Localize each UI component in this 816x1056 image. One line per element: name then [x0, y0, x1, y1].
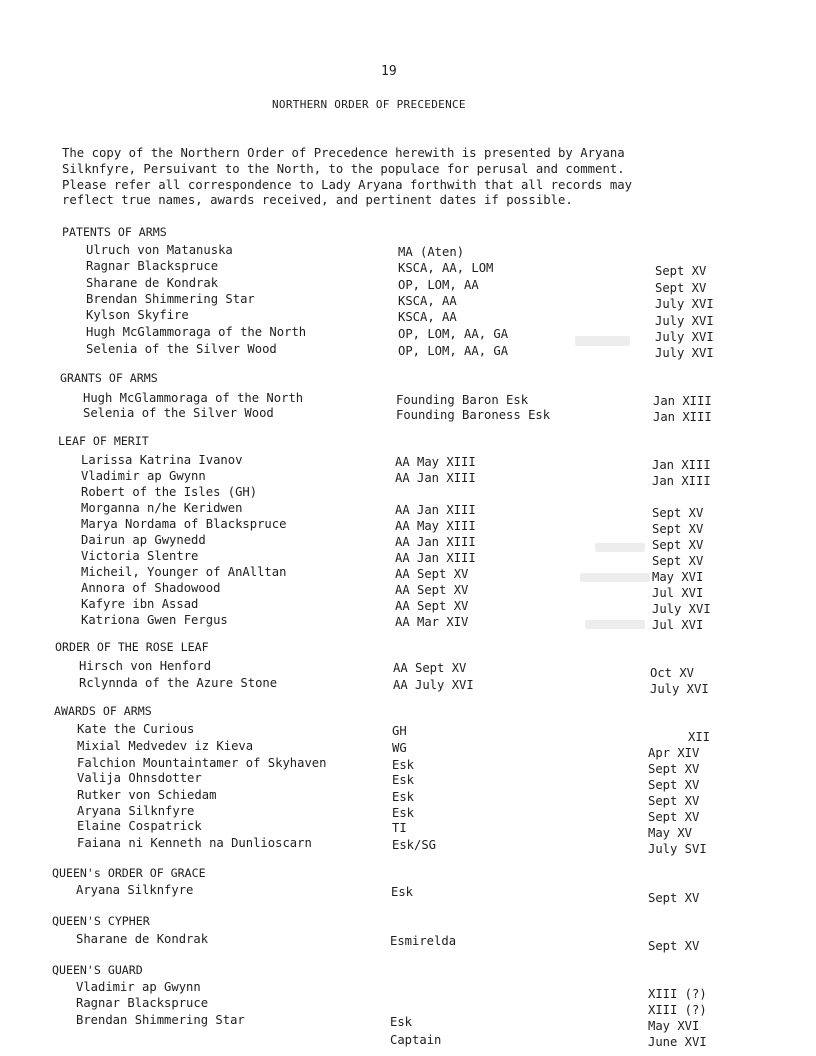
- entry-date: Sept XV: [648, 794, 700, 808]
- entry-name: Vladimir ap Gwynn: [81, 469, 206, 483]
- bleed-through-mark: [585, 620, 645, 629]
- entry-award: WG: [392, 741, 407, 755]
- entry-name: Dairun ap Gwynedd: [81, 533, 206, 547]
- entry-date: Apr XIV: [648, 746, 700, 760]
- entry-name: Selenia of the Silver Wood: [83, 406, 274, 420]
- entry-date: May XVI: [652, 570, 704, 584]
- entry-award: AA Jan XIII: [395, 471, 476, 485]
- entry-date: Jan XIII: [652, 458, 711, 472]
- entry-name: Robert of the Isles (GH): [81, 485, 258, 499]
- entry-name: Kate the Curious: [77, 722, 195, 736]
- entry-date: Oct XV: [650, 666, 695, 680]
- entry-date: Sept XV: [652, 522, 704, 536]
- entry-name: Aryana Silknfyre: [77, 804, 195, 818]
- entry-award: AA Jan XIII: [395, 551, 476, 565]
- entry-award: MA (Aten): [398, 245, 465, 259]
- entry-name: Valija Ohnsdotter: [77, 771, 202, 785]
- entry-award: KSCA, AA: [398, 294, 457, 308]
- intro-line: Silknfyre, Persuivant to the North, to the populace for perusal and comment.: [62, 161, 625, 176]
- entry-name: Katriona Gwen Fergus: [81, 613, 228, 627]
- entry-award: Esmirelda: [390, 934, 457, 948]
- section-heading: AWARDS OF ARMS: [54, 704, 152, 718]
- intro-paragraph: [62, 146, 762, 209]
- entry-award: Founding Baroness Esk: [396, 408, 551, 422]
- entry-name: Marya Nordama of Blackspruce: [81, 517, 287, 531]
- entry-award: AA May XIII: [395, 519, 476, 533]
- entry-award: AA Sept XV: [393, 661, 467, 675]
- entry-award: AA Mar XIV: [395, 615, 469, 629]
- entry-name: Faiana ni Kenneth na Dunlioscarn: [77, 836, 312, 850]
- entry-award: Esk: [390, 1015, 413, 1029]
- entry-award: Esk: [392, 758, 415, 772]
- entry-name: Sharane de Kondrak: [76, 932, 209, 946]
- entry-award: Captain: [390, 1033, 442, 1047]
- entry-award: Founding Baron Esk: [396, 393, 529, 407]
- entry-date: XII: [688, 730, 711, 744]
- entry-name: Falchion Mountaintamer of Skyhaven: [77, 756, 327, 770]
- entry-date: XIII (?): [648, 987, 707, 1001]
- entry-date: Jan XIII: [652, 474, 711, 488]
- entry-date: Sept XV: [648, 810, 700, 824]
- entry-date: July XVI: [655, 346, 714, 360]
- entry-date: July XVI: [655, 314, 714, 328]
- section-heading: QUEEN's ORDER OF GRACE: [52, 866, 206, 880]
- entry-date: Jan XIII: [653, 410, 712, 424]
- entry-date: XIII (?): [648, 1003, 707, 1017]
- entry-date: Jul XVI: [652, 618, 704, 632]
- entry-award: AA Sept XV: [395, 567, 469, 581]
- entry-name: Elaine Cospatrick: [77, 819, 202, 833]
- bleed-through-mark: [580, 573, 650, 582]
- entry-award: AA Sept XV: [395, 599, 469, 613]
- entry-award: AA Jan XIII: [395, 503, 476, 517]
- entry-date: July XVI: [655, 330, 714, 344]
- entry-name: Victoria Slentre: [81, 549, 199, 563]
- entry-date: July XVI: [652, 602, 711, 616]
- entry-award: OP, LOM, AA: [398, 278, 479, 292]
- entry-name: Rclynnda of the Azure Stone: [79, 676, 278, 690]
- intro-line: reflect true names, awards received, and pertinent dates if possible.: [62, 193, 573, 208]
- section-heading: LEAF OF MERIT: [58, 434, 149, 448]
- entry-name: Annora of Shadowood: [81, 581, 221, 595]
- entry-award: AA May XIII: [395, 455, 476, 469]
- entry-date: Sept XV: [648, 762, 700, 776]
- section-heading: QUEEN'S GUARD: [52, 963, 143, 977]
- entry-date: Jul XVI: [652, 586, 704, 600]
- entry-date: Sept XV: [652, 538, 704, 552]
- entry-date: Sept XV: [652, 554, 704, 568]
- intro-line: Please refer all correspondence to Lady Aryana forthwith that all records may: [62, 177, 633, 192]
- entry-award: AA Jan XIII: [395, 535, 476, 549]
- entry-date: Sept XV: [655, 264, 707, 278]
- entry-name: Morganna n/he Keridwen: [81, 501, 243, 515]
- entry-name: Kylson Skyfire: [86, 308, 189, 322]
- document-title: NORTHERN ORDER OF PRECEDENCE: [272, 98, 466, 111]
- entry-date: July XVI: [650, 682, 709, 696]
- entry-name: Larissa Katrina Ivanov: [81, 453, 243, 467]
- entry-name: Hugh McGlammoraga of the North: [86, 325, 307, 339]
- entry-name: Kafyre ibn Assad: [81, 597, 199, 611]
- entry-award: KSCA, AA: [398, 310, 457, 324]
- intro-line: The copy of the Northern Order of Precedence herewith is presented by Aryana: [62, 146, 625, 160]
- entry-name: Selenia of the Silver Wood: [86, 342, 277, 356]
- entry-date: Sept XV: [648, 891, 700, 905]
- section-heading: ORDER OF THE ROSE LEAF: [55, 640, 209, 654]
- entry-name: Mixial Medvedev iz Kieva: [77, 739, 254, 753]
- entry-award: AA July XVI: [393, 678, 474, 692]
- entry-name: Hugh McGlammoraga of the North: [83, 391, 304, 405]
- entry-name: Rutker von Schiedam: [77, 788, 217, 802]
- entry-date: Sept XV: [648, 939, 700, 953]
- entry-name: Ragnar Blackspruce: [76, 996, 209, 1010]
- entry-award: KSCA, AA, LOM: [398, 261, 494, 275]
- page-number: 19: [381, 64, 397, 79]
- entry-date: June XVI: [648, 1035, 707, 1049]
- entry-date: July SVI: [648, 842, 707, 856]
- entry-award: Esk: [392, 790, 415, 804]
- entry-name: Brendan Shimmering Star: [86, 292, 255, 306]
- entry-award: AA Sept XV: [395, 583, 469, 597]
- entry-name: Ragnar Blackspruce: [86, 259, 219, 273]
- bleed-through-mark: [595, 543, 645, 552]
- entry-award: Esk: [392, 773, 415, 787]
- entry-name: Sharane de Kondrak: [86, 276, 219, 290]
- entry-award: OP, LOM, AA, GA: [398, 327, 509, 341]
- entry-date: Sept XV: [652, 506, 704, 520]
- entry-name: Micheil, Younger of AnAlltan: [81, 565, 287, 579]
- entry-award: TI: [392, 821, 407, 835]
- entry-name: Brendan Shimmering Star: [76, 1013, 245, 1027]
- section-heading: QUEEN'S CYPHER: [52, 914, 150, 928]
- entry-date: May XV: [648, 826, 693, 840]
- entry-award: Esk: [391, 885, 414, 899]
- section-heading: GRANTS OF ARMS: [60, 371, 158, 385]
- entry-award: GH: [392, 724, 407, 738]
- entry-date: May XVI: [648, 1019, 700, 1033]
- entry-date: Sept XV: [655, 281, 707, 295]
- section-heading: PATENTS OF ARMS: [62, 225, 167, 239]
- entry-name: Ulruch von Matanuska: [86, 243, 233, 257]
- entry-name: Hirsch von Henford: [79, 659, 212, 673]
- entry-award: OP, LOM, AA, GA: [398, 344, 509, 358]
- entry-date: Jan XIII: [653, 394, 712, 408]
- entry-name: Aryana Silknfyre: [76, 883, 194, 897]
- entry-award: Esk: [392, 806, 415, 820]
- bleed-through-mark: [575, 336, 630, 346]
- entry-award: Esk/SG: [392, 838, 437, 852]
- entry-date: July XVI: [655, 297, 714, 311]
- entry-date: Sept XV: [648, 778, 700, 792]
- entry-name: Vladimir ap Gwynn: [76, 980, 201, 994]
